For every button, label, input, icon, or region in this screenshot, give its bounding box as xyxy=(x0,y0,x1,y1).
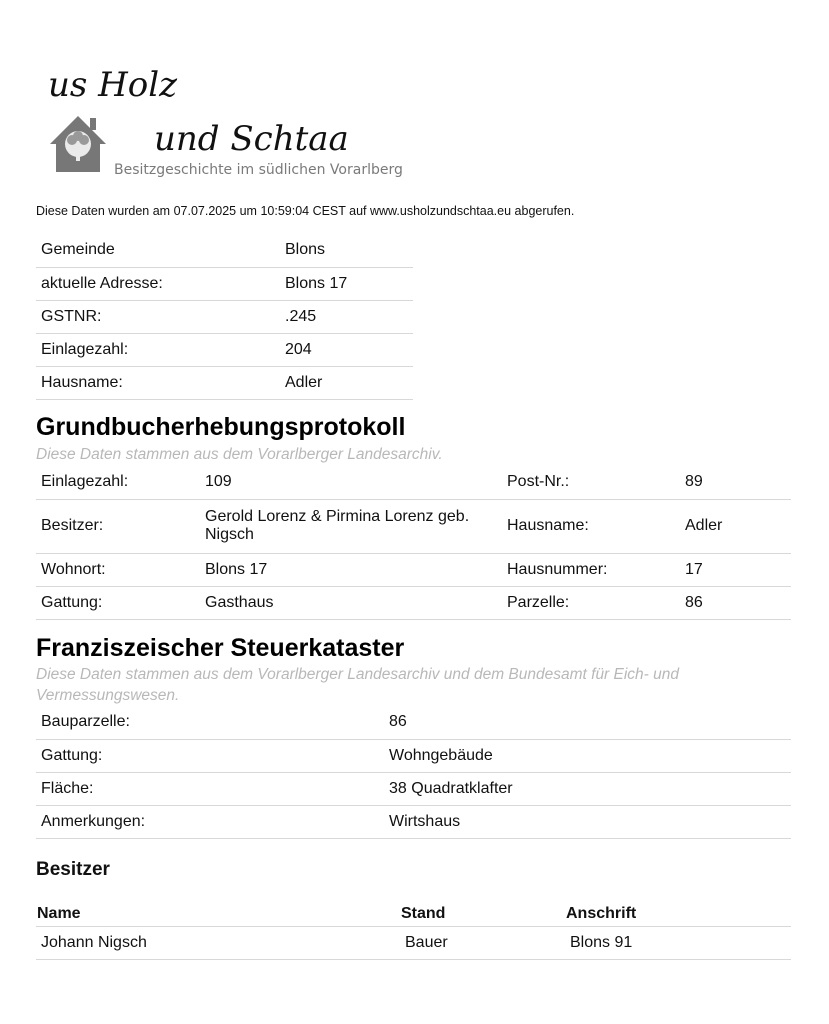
table-row xyxy=(36,927,791,960)
field-value: 89 xyxy=(680,466,791,499)
field-value: 86 xyxy=(384,706,791,739)
section-title-steuerkataster: Franziszeischer Steuerkataster xyxy=(36,634,405,662)
field-value: Gerold Lorenz & Pirmina Lorenz geb. Nigsch xyxy=(200,499,502,553)
section-title-grundbuch: Grundbucherhebungsprotokoll xyxy=(36,413,406,441)
field-label: Parzelle: xyxy=(502,586,680,619)
table-row xyxy=(36,300,413,333)
grundbuch-table xyxy=(36,466,791,620)
field-value: 109 xyxy=(200,466,502,499)
owner-stand: Bauer xyxy=(400,927,565,960)
field-label: Fläche: xyxy=(36,772,384,805)
logo-script-line2: und Schtaa xyxy=(154,119,349,159)
basic-value: .245 xyxy=(280,300,413,333)
field-value: Adler xyxy=(680,499,791,553)
field-label: Gattung: xyxy=(36,739,384,772)
column-header-stand: Stand xyxy=(400,902,565,927)
field-value: Wirtshaus xyxy=(384,805,791,838)
field-value: Wohngebäude xyxy=(384,739,791,772)
field-value: 17 xyxy=(680,553,791,586)
table-header-row xyxy=(36,902,791,927)
table-row xyxy=(36,553,791,586)
table-row xyxy=(36,772,791,805)
table-row xyxy=(36,586,791,619)
column-header-anschrift: Anschrift xyxy=(565,902,791,927)
basic-value: 204 xyxy=(280,333,413,366)
table-row xyxy=(36,706,791,739)
basic-label: GSTNR: xyxy=(36,300,280,333)
basic-value: Blons 17 xyxy=(280,267,413,300)
table-row xyxy=(36,234,413,267)
field-value: 86 xyxy=(680,586,791,619)
table-row xyxy=(36,466,791,499)
logo-tagline: Besitzgeschichte im südlichen Vorarlberg xyxy=(114,162,403,178)
field-label: Einlagezahl: xyxy=(36,466,200,499)
source-note-steuerkataster: Diese Daten stammen aus dem Vorarlberger Landesarchiv und dem Bundesamt für Eich- und Vermessungswesen. xyxy=(36,666,680,704)
field-value: Blons 17 xyxy=(200,553,502,586)
field-label: Hausname: xyxy=(502,499,680,553)
basic-label: Gemeinde xyxy=(36,234,280,267)
field-label: Post-Nr.: xyxy=(502,466,680,499)
owner-name: Johann Nigsch xyxy=(36,927,400,960)
basic-label: Hausname: xyxy=(36,366,280,399)
steuerkataster-table xyxy=(36,706,791,839)
table-row xyxy=(36,366,413,399)
source-note-grundbuch: Diese Daten stammen aus dem Vorarlberger Landesarchiv. xyxy=(36,446,443,463)
table-row xyxy=(36,267,413,300)
retrieval-notice: Diese Daten wurden am 07.07.2025 um 10:59:04 CEST auf www.usholzundschtaa.eu abgerufen. xyxy=(36,204,575,218)
field-label: Anmerkungen: xyxy=(36,805,384,838)
house-tree-icon xyxy=(50,116,106,172)
field-label: Hausnummer: xyxy=(502,553,680,586)
basic-info-table xyxy=(36,234,413,400)
basic-label: Einlagezahl: xyxy=(36,333,280,366)
basic-value: Adler xyxy=(280,366,413,399)
basic-label: aktuelle Adresse: xyxy=(36,267,280,300)
basic-value: Blons xyxy=(280,234,413,267)
owner-address: Blons 91 xyxy=(565,927,791,960)
table-row xyxy=(36,739,791,772)
column-header-name: Name xyxy=(36,902,400,927)
table-row xyxy=(36,333,413,366)
owners-table xyxy=(36,902,791,960)
table-row xyxy=(36,805,791,838)
table-row xyxy=(36,499,791,553)
field-label: Besitzer: xyxy=(36,499,200,553)
field-value: 38 Quadratklafter xyxy=(384,772,791,805)
logo-script-line1: us Holz xyxy=(48,65,178,105)
field-label: Bauparzelle: xyxy=(36,706,384,739)
site-logo xyxy=(44,52,424,182)
field-label: Gattung: xyxy=(36,586,200,619)
field-value: Gasthaus xyxy=(200,586,502,619)
section-title-besitzer: Besitzer xyxy=(36,859,110,880)
field-label: Wohnort: xyxy=(36,553,200,586)
